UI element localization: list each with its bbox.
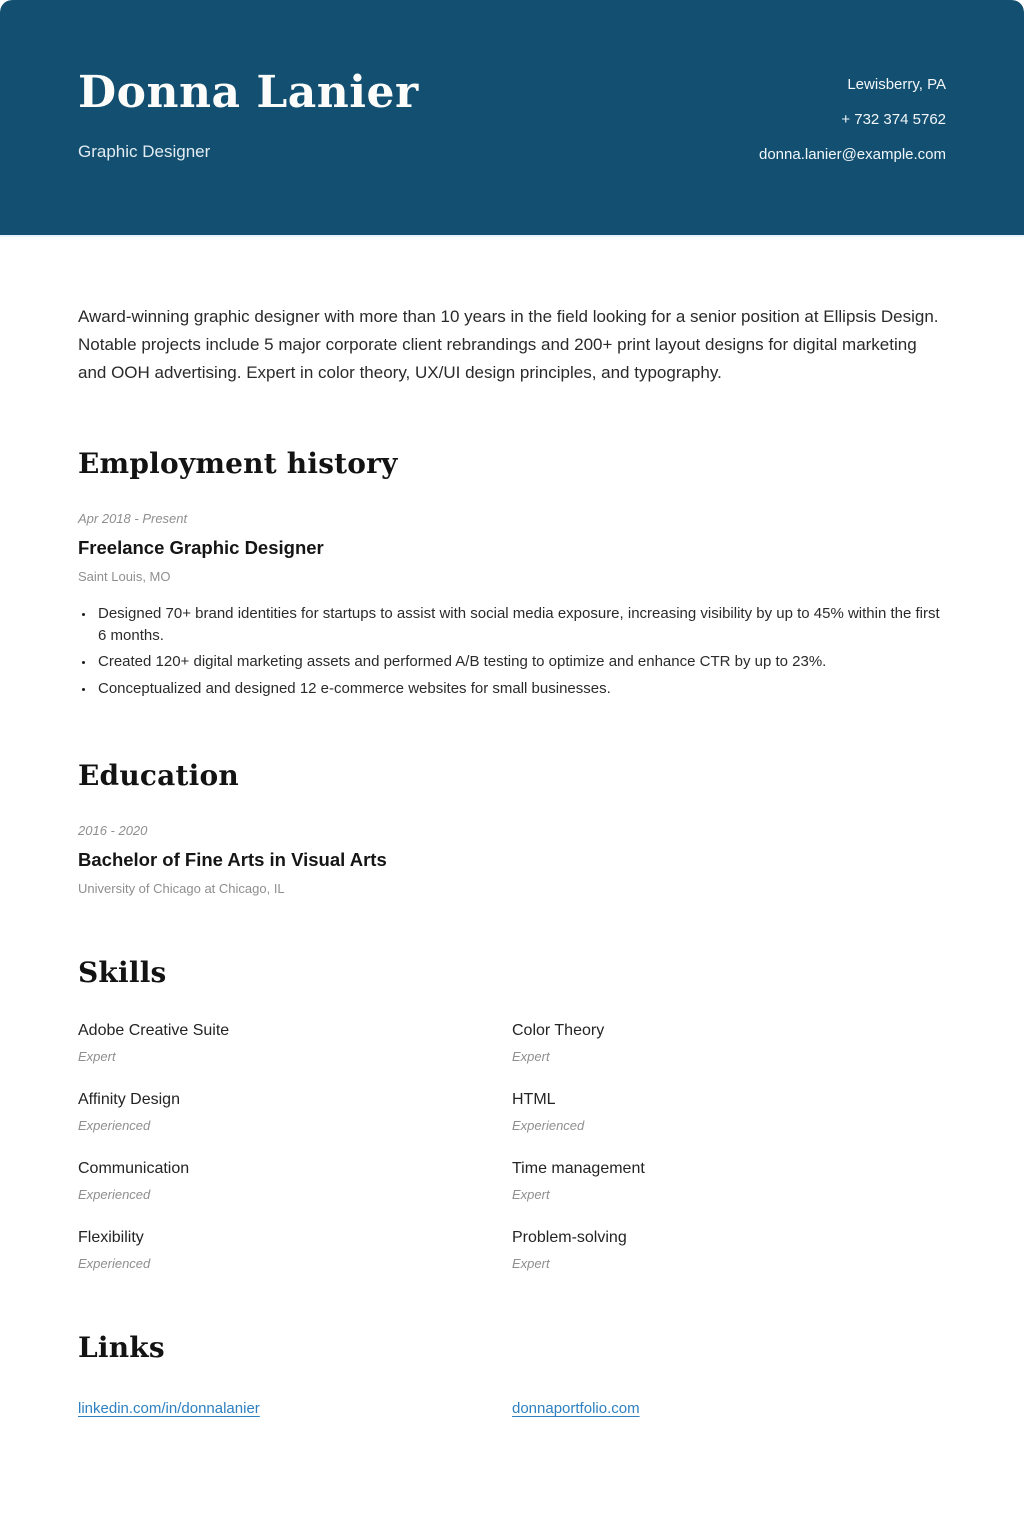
link-linkedin[interactable]: linkedin.com/in/donnalanier	[78, 1400, 260, 1417]
skill-item	[512, 1160, 946, 1202]
skill-item	[512, 1229, 946, 1271]
skill-name: Adobe Creative Suite	[78, 1022, 230, 1039]
skill-level: Expert	[512, 1049, 550, 1064]
education-degree: Bachelor of Fine Arts in Visual Arts	[78, 849, 387, 870]
skill-name: HTML	[512, 1091, 556, 1108]
contact-location: Lewisberry, PA	[847, 76, 946, 93]
skills-heading: Skills	[78, 956, 167, 989]
section-education	[78, 759, 946, 896]
links-heading: Links	[78, 1331, 165, 1364]
job-location: Saint Louis, MO	[78, 569, 171, 584]
candidate-name: Donna Lanier	[78, 67, 419, 118]
job-bullet: • Created 120+ digital marketing assets and performed A/B testing to optimize and enhance CTR by up to 23%.	[95, 651, 946, 673]
skill-item	[78, 1229, 512, 1271]
employment-entry	[78, 511, 946, 699]
skill-name: Affinity Design	[78, 1091, 180, 1108]
resume-header	[0, 0, 1024, 237]
links-grid	[78, 1400, 946, 1417]
employment-heading: Employment history	[78, 447, 398, 480]
section-skills	[78, 956, 946, 1271]
contact-email: donna.lanier@example.com	[759, 146, 946, 163]
skill-level: Experienced	[78, 1256, 151, 1271]
resume-body	[0, 303, 1024, 1537]
skill-level: Expert	[512, 1187, 550, 1202]
skill-level: Experienced	[78, 1118, 151, 1133]
skill-level: Experienced	[78, 1187, 151, 1202]
skill-name: Communication	[78, 1160, 190, 1177]
profile-summary: Award-winning graphic designer with more than 10 years in the field looking for a senior position at Ellipsis Design. Notable projects include 5 major corporate client rebrandings and 200+ print layout designs for digital marketing and OOH advertising. Expert in color theory, UX/UI design principles, and typography.	[78, 307, 939, 382]
skill-name: Color Theory	[512, 1022, 605, 1039]
skill-level: Expert	[78, 1049, 116, 1064]
skill-name: Flexibility	[78, 1229, 144, 1246]
skills-grid	[78, 1022, 946, 1271]
skill-name: Time management	[512, 1160, 645, 1177]
candidate-job-title: Graphic Designer	[78, 142, 211, 162]
skill-item	[512, 1022, 946, 1064]
job-bullet: • Conceptualized and designed 12 e-commerce websites for small businesses.	[95, 678, 946, 700]
section-employment	[78, 447, 946, 699]
skill-level: Experienced	[512, 1118, 585, 1133]
skill-name: Problem-solving	[512, 1229, 627, 1246]
skill-item	[78, 1091, 512, 1133]
link-portfolio[interactable]: donnaportfolio.com	[512, 1400, 640, 1417]
education-school: University of Chicago at Chicago, IL	[78, 881, 285, 896]
skill-item	[78, 1022, 512, 1064]
skill-item	[512, 1091, 946, 1133]
education-heading: Education	[78, 759, 239, 792]
header-identity	[78, 67, 419, 162]
contact-info	[759, 70, 946, 163]
job-bullets	[78, 603, 946, 699]
contact-phone: + 732 374 5762	[841, 111, 946, 128]
skill-level: Expert	[512, 1256, 550, 1271]
job-title: Freelance Graphic Designer	[78, 537, 324, 558]
education-dates: 2016 - 2020	[78, 823, 148, 838]
section-links	[78, 1331, 946, 1417]
job-bullet: • Designed 70+ brand identities for startups to assist with social media exposure, increasing visibility by up to 45% within the first 6 months.	[95, 603, 946, 646]
job-dates: Apr 2018 - Present	[78, 511, 188, 526]
education-entry	[78, 823, 946, 896]
skill-item	[78, 1160, 512, 1202]
